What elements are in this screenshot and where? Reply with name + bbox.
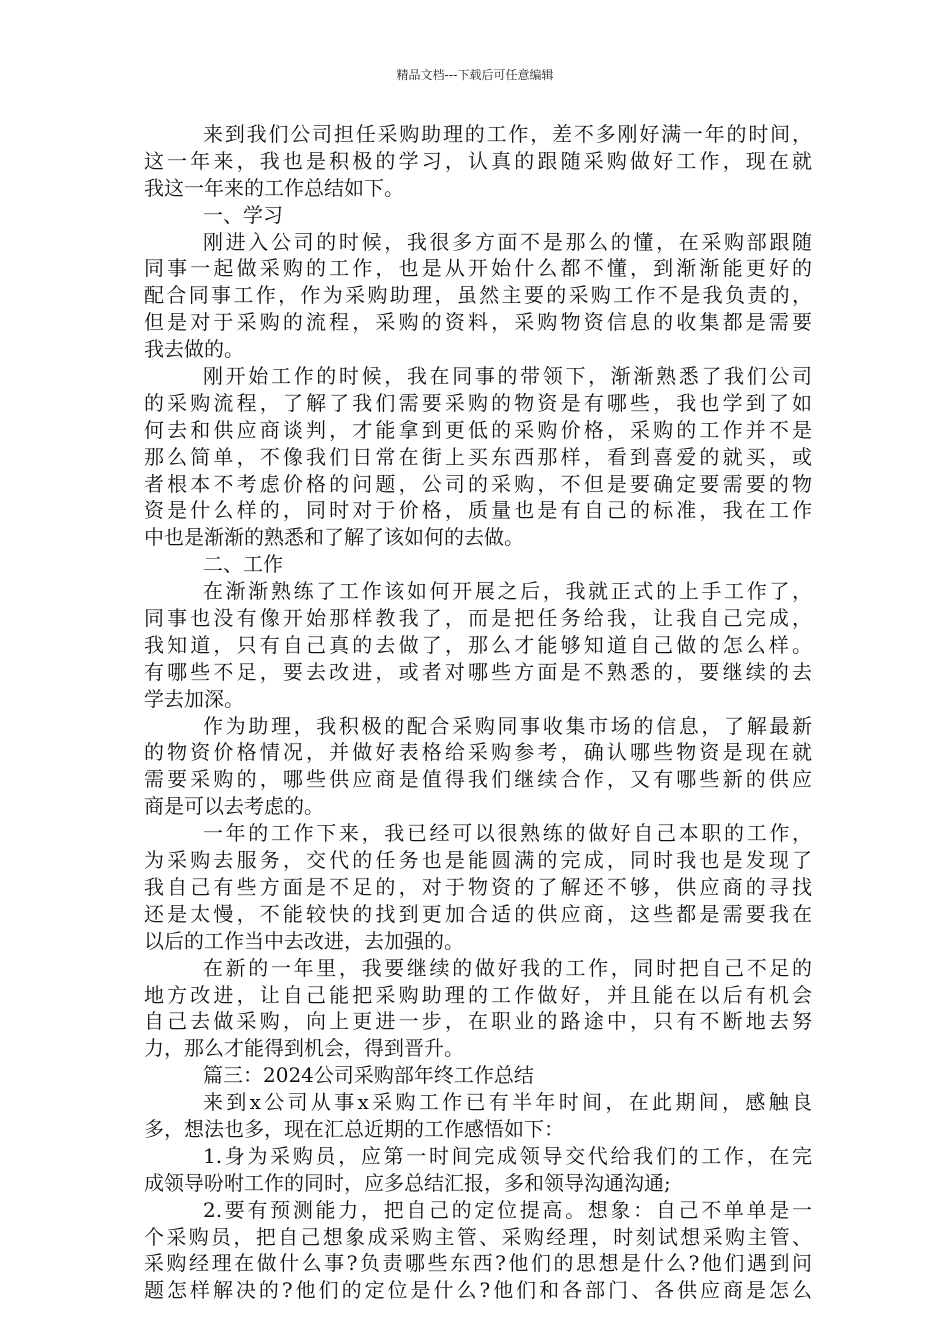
text-line: 中也是渐渐的熟悉和了解了该如何的去做。	[144, 525, 524, 550]
text-line: 地方改进，让自己能把采购助理的工作做好，并且能在以后有机会	[144, 982, 812, 1007]
text-line: 采购经理在做什么事?负责哪些东西?他们的思想是什么?他们遇到问	[144, 1251, 812, 1276]
text-line: 个采购员，把自己想象成采购主管、采购经理，时刻试想采购主管、	[144, 1224, 812, 1249]
text-line: 在新的一年里，我要继续的做好我的工作，同时把自己不足的	[203, 955, 812, 980]
text-line: 我知道，只有自己真的去做了，那么才能够知道自己做的怎么样。	[144, 632, 812, 657]
text-line: 来到我们公司担任采购助理的工作，差不多刚好满一年的时间，	[203, 122, 812, 146]
text-line: 何去和供应商谈判，才能拿到更低的采购价格，采购的工作并不是	[144, 417, 812, 442]
page-header: 精品文档---下载后可任意编辑	[396, 68, 554, 82]
text-line: 同事也没有像开始那样教我了，而是把任务给我，让我自己完成，	[144, 606, 812, 631]
text-line: 自己去做采购，向上更进一步，在职业的路途中，只有不断地去努	[144, 1009, 812, 1034]
text-line: 刚开始工作的时候，我在同事的带领下，渐渐熟悉了我们公司	[203, 364, 812, 389]
text-line: 资是什么样的，同时对于价格，质量也是有自己的标准，我在工作	[144, 498, 812, 523]
text-line: 需要采购的，哪些供应商是值得我们继续合作，又有哪些新的供应	[144, 767, 812, 792]
text-line: 以后的工作当中去改进，去加强的。	[144, 928, 464, 953]
text-line: 2.要有预测能力，把自己的定位提高。想象：自己不单单是一	[203, 1197, 812, 1222]
text-line: 这一年来，我也是积极的学习，认真的跟随采购做好工作，现在就	[144, 148, 812, 173]
text-line: 题怎样解决的?他们的定位是什么?他们和各部门、各供应商是怎么	[144, 1278, 812, 1303]
text-line: 多，想法也多，现在汇总近期的工作感悟如下：	[144, 1116, 564, 1141]
text-line: 有哪些不足，要去改进，或者对哪些方面是不熟悉的，要继续的去	[144, 659, 812, 684]
text-line: 但是对于采购的流程，采购的资料，采购物资信息的收集都是需要	[144, 310, 812, 335]
text-line: 的物资价格情况，并做好表格给采购参考，确认哪些物资是现在就	[144, 740, 812, 765]
text-line: 那么简单，不像我们日常在街上买东西那样，看到喜爱的就买，或	[144, 444, 812, 469]
text-line: 在渐渐熟练了工作该如何开展之后，我就正式的上手工作了，	[203, 579, 812, 604]
text-line: 商是可以去考虑的。	[144, 794, 324, 819]
text-line: 一、学习	[203, 202, 283, 227]
text-line: 我自己有些方面是不足的，对于物资的了解还不够，供应商的寻找	[144, 874, 812, 899]
text-line: 篇三：2024公司采购部年终工作总结	[203, 1063, 534, 1088]
text-line: 者根本不考虑价格的问题，公司的采购，不但是要确定要需要的物	[144, 471, 812, 496]
text-line: 为采购去服务，交代的任务也是能圆满的完成，同时我也是发现了	[144, 848, 812, 873]
text-line: 刚进入公司的时候，我很多方面不是那么的懂，在采购部跟随	[203, 229, 812, 254]
text-line: 的采购流程，了解了我们需要采购的物资是有哪些，我也学到了如	[144, 390, 812, 415]
text-line: 还是太慢，不能较快的找到更加合适的供应商，这些都是需要我在	[144, 901, 812, 926]
text-line: 我这一年来的工作总结如下。	[144, 175, 404, 200]
text-line: 我去做的。	[144, 337, 244, 362]
text-line: 配合同事工作，作为采购助理，虽然主要的采购工作不是我负责的，	[144, 283, 812, 308]
document-body	[144, 121, 812, 1304]
text-line: 力，那么才能得到机会，得到晋升。	[144, 1036, 464, 1061]
text-line: 1.身为采购员，应第一时间完成领导交代给我们的工作，在完	[203, 1143, 812, 1168]
text-line: 一年的工作下来，我已经可以很熟练的做好自己本职的工作，	[203, 821, 812, 846]
text-line: 成领导吩咐工作的同时，应多总结汇报，多和领导沟通沟通;	[144, 1170, 671, 1195]
text-line: 同事一起做采购的工作，也是从开始什么都不懂，到渐渐能更好的	[144, 256, 812, 281]
text-line: 来到x公司从事x采购工作已有半年时间，在此期间，感触良	[203, 1090, 812, 1115]
text-line: 二、工作	[203, 552, 283, 577]
text-line: 学去加深。	[144, 686, 244, 711]
text-line: 作为助理，我积极的配合采购同事收集市场的信息，了解最新	[203, 713, 812, 738]
